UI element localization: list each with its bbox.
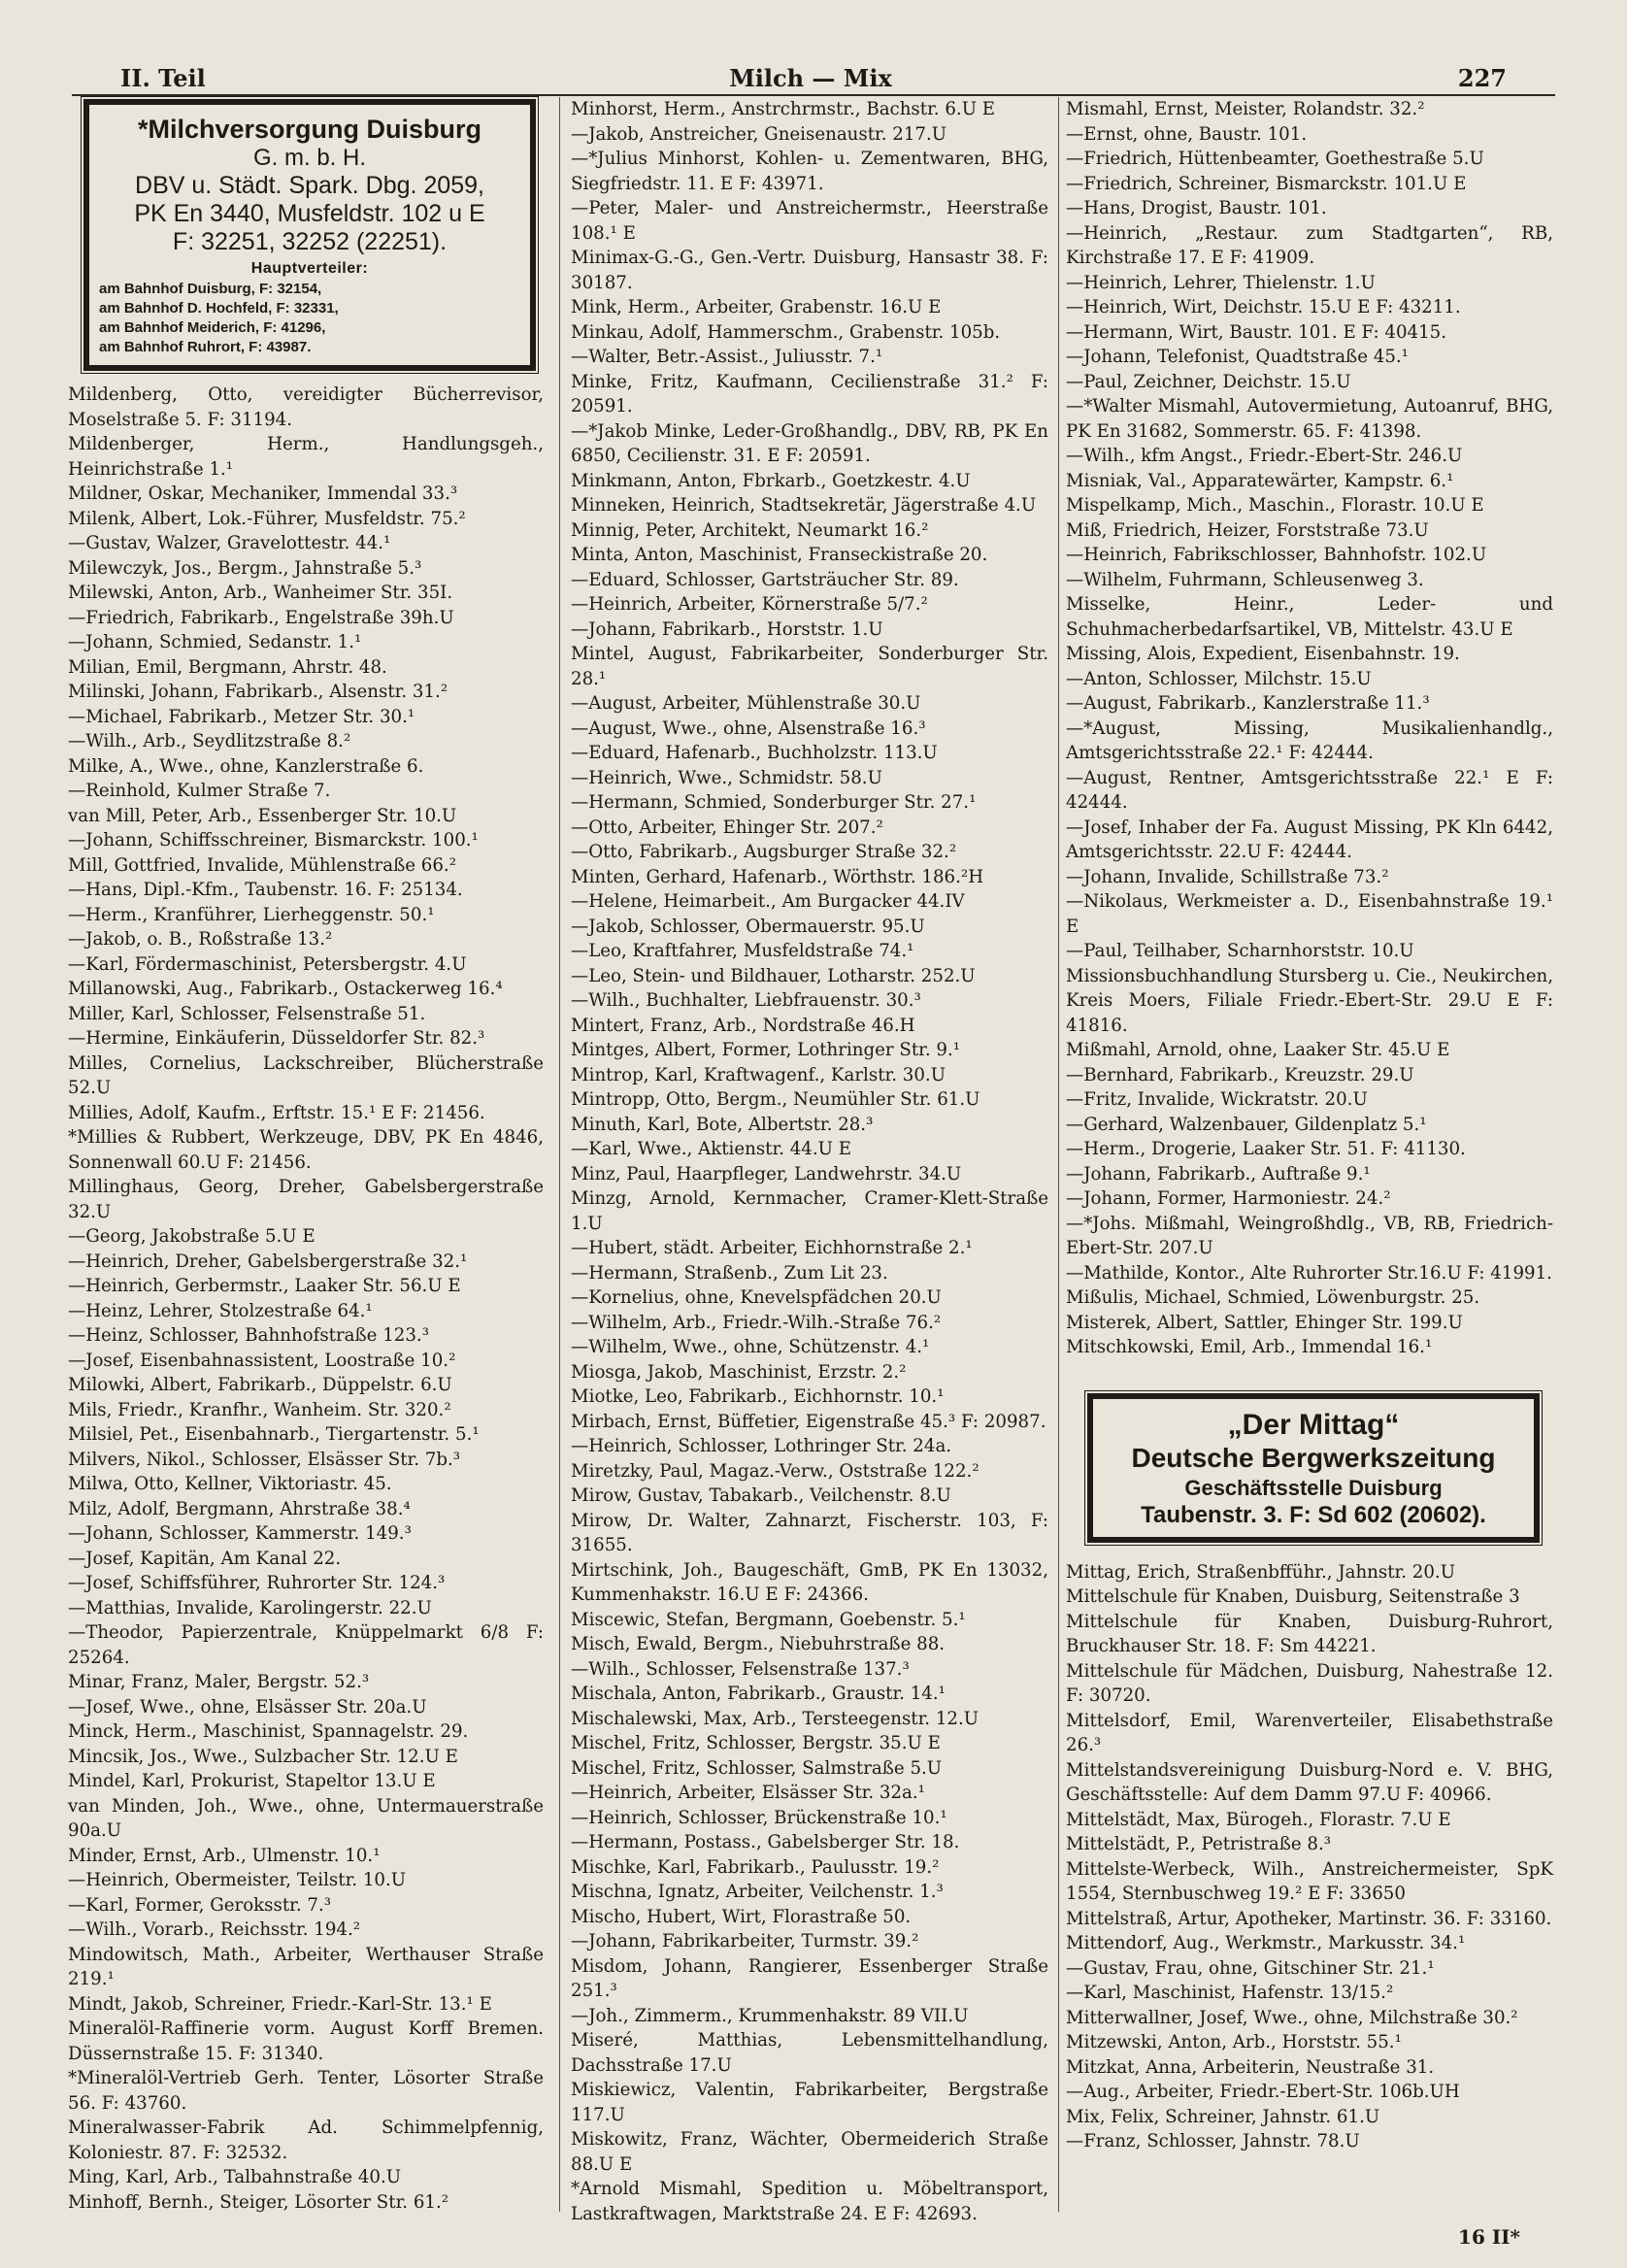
directory-entry: Mischel, Fritz, Schlosser, Salmstraße 5.U xyxy=(571,1757,943,1779)
directory-entry: —Heinrich, Wwe., Schmidstr. 58.U xyxy=(571,767,882,788)
directory-entry: Mittelste-Werbeck, Wilh., Anstreichermeister, SpK 1554, Sternbuschweg 19.² E F: 33650 xyxy=(1066,1858,1553,1904)
directory-entry: —Herm., Kranführer, Lierheggenstr. 50.¹ xyxy=(68,904,435,925)
directory-entry: —Helene, Heimarbeit., Am Burgacker 44.IV xyxy=(571,891,965,912)
directory-entry: Miretzky, Paul, Magaz.-Verw., Oststraße 122.² xyxy=(571,1460,980,1482)
directory-entry: —Josef, Eisenbahnassistent, Loostraße 10.² xyxy=(68,1350,456,1371)
directory-entry: —Leo, Stein- und Bildhauer, Lotharstr. 252.U xyxy=(571,965,976,986)
directory-entry: *Mineralöl-Vertrieb Gerh. Tenter, Lösorter Straße 56. F: 43760. xyxy=(68,2068,544,2114)
directory-entry: Mirtschink, Joh., Baugeschäft, GmB, PK En 13032, Kummenhakstr. 16.U E F: 24366. xyxy=(571,1559,1048,1605)
directory-entry: Minuth, Karl, Bote, Albertstr. 28.³ xyxy=(571,1114,874,1135)
entry-list xyxy=(571,97,1048,2226)
directory-entry: Mill, Gottfried, Invalide, Mühlenstraße 66.² xyxy=(68,854,456,876)
directory-entry: Miscewic, Stefan, Bergmann, Goebenstr. 5.¹ xyxy=(571,1609,966,1630)
directory-entry: —Hermann, Postass., Gabelsberger Str. 18. xyxy=(571,1832,960,1852)
directory-entry: Mispelkamp, Mich., Maschin., Florastr. 10.U E xyxy=(1066,495,1484,516)
directory-entry: —Wilhelm, Fuhrmann, Schleusenweg 3. xyxy=(1066,569,1424,590)
entry-list xyxy=(1066,97,1553,1360)
directory-entry: Milewczyk, Jos., Bergm., Jahnstraße 5.³ xyxy=(68,557,422,579)
directory-entry: —Karl, Maschinist, Hafenstr. 13/15.² xyxy=(1066,1983,1394,2003)
directory-entry: Miosga, Jakob, Maschinist, Erzstr. 2.² xyxy=(571,1361,907,1383)
directory-entry: Milz, Adolf, Bergmann, Ahrstraße 38.⁴ xyxy=(68,1498,411,1519)
directory-entry: —Jakob, Anstreicher, Gneisenaustr. 217.U xyxy=(571,123,947,145)
directory-entry: Mittag, Erich, Straßenbfführ., Jahnstr. 20.U xyxy=(1066,1561,1456,1583)
directory-entry: Mincsik, Jos., Wwe., Sulzbacher Str. 12.U E xyxy=(68,1746,458,1767)
directory-entry: —Franz, Schlosser, Jahnstr. 78.U xyxy=(1066,2131,1360,2151)
entry-list xyxy=(1066,1560,1553,2154)
ad-line: am Bahnhof Meiderich, F: 41296, xyxy=(99,319,326,336)
ad-line: am Bahnhof Ruhrort, F: 43987. xyxy=(99,339,312,355)
directory-entry: Mitzewski, Anton, Arb., Horststr. 55.¹ xyxy=(1066,2032,1402,2052)
ad-line: „Der Mittag“ xyxy=(1227,1408,1400,1441)
header-section: II. Teil xyxy=(120,64,206,92)
directory-entry: —Wilh., kfm Angst., Friedr.-Ebert-Str. 246.U xyxy=(1066,446,1463,466)
directory-entry: —Otto, Fabrikarb., Augsburger Straße 32.² xyxy=(571,842,957,862)
directory-entry: Mißulis, Michael, Schmied, Löwenburgstr. 25. xyxy=(1066,1287,1480,1308)
directory-entry: Minck, Herm., Maschinist, Spannagelstr. 29. xyxy=(68,1721,469,1742)
directory-entry: —Otto, Arbeiter, Ehinger Str. 207.² xyxy=(571,817,883,838)
directory-entry: —*Johs. Mißmahl, Weingroßhdlg., VB, RB, Friedrich-Ebert-Str. 207.U xyxy=(1066,1213,1553,1258)
directory-entry: —Michael, Fabrikarb., Metzer Str. 30.¹ xyxy=(68,706,415,727)
directory-entry: —Josef, Wwe., ohne, Elsässer Str. 20a.U xyxy=(68,1696,427,1718)
entry-list xyxy=(68,383,544,2215)
directory-entry: —Johann, Schmied, Sedanstr. 1.¹ xyxy=(68,632,362,652)
directory-entry: —Johann, Schiffsschreiner, Bismarckstr. 100.¹ xyxy=(68,830,479,850)
directory-entry: —Johann, Fabrikarbeiter, Turmstr. 39.² xyxy=(571,1931,919,1951)
directory-entry: Mittendorf, Aug., Werkmstr., Markusstr. 34.¹ xyxy=(1066,1933,1466,1953)
directory-entry: —August, Wwe., ohne, Alsenstraße 16.³ xyxy=(571,717,926,739)
directory-entry: —Fritz, Invalide, Wickratstr. 20.U xyxy=(1066,1089,1368,1110)
directory-entry: Minkau, Adolf, Hammerschm., Grabenstr. 105b. xyxy=(571,321,1001,343)
directory-entry: *Millies & Rubbert, Werkzeuge, DBV, PK En 4846, Sonnenwall 60.U F: 21456. xyxy=(68,1127,544,1173)
directory-entry: —Heinrich, Gerbermstr., Laaker Str. 56.U E xyxy=(68,1276,461,1296)
ad-der-mittag xyxy=(1087,1393,1540,1543)
directory-entry: —Heinrich, Arbeiter, Körnerstraße 5/7.² xyxy=(571,594,928,615)
ad-line: am Bahnhof D. Hochfeld, F: 32331, xyxy=(99,300,339,317)
directory-entry: —Hans, Drogist, Baustr. 101. xyxy=(1066,198,1327,218)
directory-entry: Milles, Cornelius, Lackschreiber, Blücherstraße 52.U xyxy=(68,1052,544,1098)
directory-entry: Mintges, Albert, Former, Lothringer Str. 9.¹ xyxy=(571,1040,961,1060)
directory-entry: Mindowitsch, Math., Arbeiter, Werthauser Straße 219.¹ xyxy=(68,1944,544,1989)
ad-line: G. m. b. H. xyxy=(252,145,366,171)
directory-entry: Mittelstädt, P., Petristraße 8.³ xyxy=(1066,1834,1332,1854)
directory-entry: —Johann, Telefonist, Quadtstraße 45.¹ xyxy=(1066,347,1409,367)
ad-line: Taubenstr. 3. F: Sd 602 (20602). xyxy=(1141,1501,1486,1528)
directory-entry: —*Jakob Minke, Leder-Großhandlg., DBV, RB, PK En 6850, Cecilienstr. 31. E F: 20591. xyxy=(571,420,1048,466)
ad-line: am Bahnhof Duisburg, F: 32154, xyxy=(99,281,322,297)
page-number: 227 xyxy=(1457,64,1507,92)
directory-entry: Missionsbuchhandlung Stursberg u. Cie., Neukirchen, Kreis Moers, Filiale Friedr.-Ebert-Str. 29.U E F: 41816. xyxy=(1066,965,1553,1036)
directory-entry: Mindel, Karl, Prokurist, Stapeltor 13.U E xyxy=(68,1771,436,1791)
ad-line: Geschäftsstelle Duisburg xyxy=(1184,1475,1443,1500)
directory-entry: Mineralöl-Raffinerie vorm. August Korff Bremen. Düssernstraße 15. F: 31340. xyxy=(68,2018,544,2064)
directory-entry: —Heinrich, „Restaur. zum Stadtgarten“, RB, Kirchstraße 17. E F: 41909. xyxy=(1066,222,1553,268)
directory-entry: —Walter, Betr.-Assist., Juliusstr. 7.¹ xyxy=(571,347,883,367)
directory-entry: —August, Rentner, Amtsgerichtsstraße 22.¹ E F: 42444. xyxy=(1066,767,1553,813)
directory-entry: Mittelschule für Knaben, Duisburg-Ruhrort, Bruckhauser Str. 18. F: Sm 44221. xyxy=(1066,1611,1553,1656)
directory-entry: Mischalewski, Max, Arb., Tersteegenstr. 12.U xyxy=(571,1708,980,1729)
directory-entry: Minimax-G.-G., Gen.-Vertr. Duisburg, Hansastr 38. F: 30187. xyxy=(571,248,1048,293)
directory-entry: Milke, A., Wwe., ohne, Kanzlerstraße 6. xyxy=(68,755,424,777)
directory-entry: Mitterwallner, Josef, Wwe., ohne, Milchstraße 30.² xyxy=(1066,2007,1518,2028)
directory-entry: —Hermine, Einkäuferin, Düsseldorfer Str. 82.³ xyxy=(68,1028,485,1049)
directory-entry: —Wilhelm, Arb., Friedr.-Wilh.-Straße 76.² xyxy=(571,1312,942,1333)
directory-entry: Mitschkowski, Emil, Arb., Immendal 16.¹ xyxy=(1066,1337,1433,1357)
directory-entry: —Heinz, Schlosser, Bahnhofstraße 123.³ xyxy=(68,1325,429,1346)
directory-entry: Miseré, Matthias, Lebensmittelhandlung, Dachsstraße 17.U xyxy=(571,2030,1048,2076)
directory-entry: Misniak, Val., Apparatewärter, Kampstr. 6.¹ xyxy=(1066,470,1454,491)
directory-entry: —*Julius Minhorst, Kohlen- u. Zementwaren, BHG, Siegfriedstr. 11. E F: 43971. xyxy=(571,149,1048,194)
directory-entry: —Friedrich, Schreiner, Bismarckstr. 101.U E xyxy=(1066,173,1467,194)
directory-entry: —*August, Missing, Musikalienhandlg., Amtsgerichtsstraße 22.¹ F: 42444. xyxy=(1066,717,1553,763)
directory-entry: Miskowitz, Franz, Wächter, Obermeiderich Straße 88.U E xyxy=(571,2129,1048,2175)
directory-entry: —Heinrich, Schlosser, Lothringer Str. 24a. xyxy=(571,1436,952,1456)
directory-entry: Milvers, Nikol., Schlosser, Elsässer Str. 7b.³ xyxy=(68,1449,461,1470)
directory-entry: —Josef, Kapitän, Am Kanal 22. xyxy=(68,1548,342,1569)
column-1 xyxy=(68,97,544,2215)
directory-entry: Milwa, Otto, Kellner, Viktoriastr. 45. xyxy=(68,1474,392,1494)
directory-entry: —Gustav, Walzer, Gravelottestr. 44.¹ xyxy=(68,533,391,553)
directory-entry: —Wilh., Schlosser, Felsenstraße 137.³ xyxy=(571,1658,910,1680)
directory-entry: —Heinrich, Schlosser, Brückenstraße 10.¹ xyxy=(571,1807,947,1828)
header-range: Milch — Mix xyxy=(729,64,892,92)
directory-entry: —Heinrich, Obermeister, Teilstr. 10.U xyxy=(68,1870,407,1890)
ad-line: *Milchversorgung Duisburg xyxy=(137,115,482,144)
directory-entry: Mittelschule für Knaben, Duisburg, Seitenstraße 3 xyxy=(1066,1586,1520,1607)
directory-entry: —Heinrich, Dreher, Gabelsbergerstraße 32.¹ xyxy=(68,1251,468,1272)
directory-entry: —Karl, Fördermaschinist, Petersbergstr. 4.U xyxy=(68,953,467,975)
directory-entry: Mildenberger, Herm., Handlungsgeh., Heinrichstraße 1.¹ xyxy=(68,434,544,480)
directory-entry: Minz, Paul, Haarpfleger, Landwehrstr. 34.U xyxy=(571,1163,962,1184)
directory-entry: —Heinrich, Arbeiter, Elsässer Str. 32a.¹ xyxy=(571,1783,925,1803)
directory-entry: —Wilhelm, Wwe., ohne, Schützenstr. 4.¹ xyxy=(571,1337,930,1357)
directory-entry: Misterek, Albert, Sattler, Ehinger Str. 199.U xyxy=(1066,1312,1463,1333)
directory-entry: Minder, Ernst, Arb., Ulmenstr. 10.¹ xyxy=(68,1845,381,1866)
directory-entry: —Anton, Schlosser, Milchstr. 15.U xyxy=(1066,668,1372,689)
directory-entry: —Jakob, o. B., Roßstraße 13.² xyxy=(68,929,333,950)
directory-entry: Missing, Alois, Expedient, Eisenbahnstr. 19. xyxy=(1066,644,1460,664)
ad-line: Hauptverteiler: xyxy=(250,260,369,277)
directory-entry: —Jakob, Schlosser, Obermauerstr. 95.U xyxy=(571,916,925,937)
directory-entry: Millies, Adolf, Kaufm., Erftstr. 15.¹ E F: 21456. xyxy=(68,1102,485,1123)
directory-entry: Ming, Karl, Arb., Talbahnstraße 40.U xyxy=(68,2167,402,2187)
directory-entry: —Hermann, Straßenb., Zum Lit 23. xyxy=(571,1262,888,1284)
directory-entry: —August, Arbeiter, Mühlenstraße 30.U xyxy=(571,693,921,714)
directory-entry: —Wilh., Arb., Seydlitzstraße 8.² xyxy=(68,731,351,751)
directory-entry: Mirow, Gustav, Tabakarb., Veilchenstr. 8.U xyxy=(571,1485,951,1506)
directory-entry: —Hans, Dipl.-Kfm., Taubenstr. 16. F: 25134. xyxy=(68,880,463,900)
directory-entry: Milsiel, Pet., Eisenbahnarb., Tiergartenstr. 5.¹ xyxy=(68,1424,480,1445)
ad-line: PK En 3440, Musfeldstr. 102 u E xyxy=(134,200,485,227)
directory-entry: *Arnold Mismahl, Spedition u. Möbeltransport, Lastkraftwagen, Marktstraße 24. E F: 42693. xyxy=(571,2179,1048,2224)
directory-entry: Mix, Felix, Schreiner, Jahnstr. 61.U xyxy=(1066,2106,1380,2127)
directory-entry: —Hubert, städt. Arbeiter, Eichhornstraße 2.¹ xyxy=(571,1238,973,1258)
directory-entry: Milewski, Anton, Arb., Wanheimer Str. 35I. xyxy=(68,583,453,603)
directory-entry: Mindt, Jakob, Schreiner, Friedr.-Karl-Str. 13.¹ E xyxy=(68,1993,492,2015)
directory-entry: Mirbach, Ernst, Büffetier, Eigenstraße 45.³ F: 20987. xyxy=(571,1411,1046,1432)
directory-entry: —Wilh., Vorarb., Reichsstr. 194.² xyxy=(68,1919,361,1940)
directory-entry: Mintrop, Karl, Kraftwagenf., Karlstr. 30.U xyxy=(571,1064,946,1085)
directory-entry: —Friedrich, Hüttenbeamter, Goethestraße 5.U xyxy=(1066,149,1484,169)
directory-entry: Mildenberg, Otto, vereidigter Bücherrevisor, Moselstraße 5. F: 31194. xyxy=(68,384,544,430)
directory-entry: Mischna, Ignatz, Arbeiter, Veilchenstr. 1.³ xyxy=(571,1882,944,1902)
directory-entry: Millanowski, Aug., Fabrikarb., Ostackerweg 16.⁴ xyxy=(68,979,503,999)
directory-entry: —Aug., Arbeiter, Friedr.-Ebert-Str. 106b.UH xyxy=(1066,2082,1460,2102)
directory-entry: —Leo, Kraftfahrer, Musfeldstraße 74.¹ xyxy=(571,941,914,961)
directory-entry: Minar, Franz, Maler, Bergstr. 52.³ xyxy=(68,1672,370,1692)
directory-entry: Mischo, Hubert, Wirt, Florastraße 50. xyxy=(571,1906,912,1927)
directory-entry: —Eduard, Schlosser, Gartsträucher Str. 89. xyxy=(571,569,959,590)
directory-entry: Mischke, Karl, Fabrikarb., Paulusstr. 19.² xyxy=(571,1856,940,1878)
directory-entry: Minhorst, Herm., Anstrchrmstr., Bachstr. 6.U E xyxy=(571,99,996,119)
directory-entry: —Gerhard, Walzenbauer, Gildenplatz 5.¹ xyxy=(1066,1114,1427,1135)
directory-entry: —Heinrich, Wirt, Deichstr. 15.U E F: 43211. xyxy=(1066,297,1461,317)
directory-entry: Mink, Herm., Arbeiter, Grabenstr. 16.U E xyxy=(571,297,942,317)
running-header xyxy=(107,56,1514,97)
column-3 xyxy=(1066,97,1553,2154)
directory-entry: —Kornelius, ohne, Knevelspfädchen 20.U xyxy=(571,1287,942,1308)
directory-entry: Minhoff, Bernh., Steiger, Lösorter Str. 61.² xyxy=(68,2191,449,2213)
directory-entry: Millinghaus, Georg, Dreher, Gabelsbergerstraße 32.U xyxy=(68,1177,544,1222)
directory-entry: Milenk, Albert, Lok.-Führer, Musfeldstr. 75.² xyxy=(68,508,466,529)
directory-entry: —Karl, Wwe., Aktienstr. 44.U E xyxy=(571,1139,852,1159)
directory-entry: van Mill, Peter, Arb., Essenberger Str. 10.U xyxy=(68,805,457,826)
ad-line: F: 32251, 32252 (22251). xyxy=(172,228,448,255)
directory-entry: Mittelstraß, Artur, Apotheker, Martinstr. 36. F: 33160. xyxy=(1066,1908,1552,1929)
column-divider xyxy=(559,97,560,2212)
ad-line: DBV u. Städt. Spark. Dbg. 2059, xyxy=(135,172,484,199)
directory-entry: —Nikolaus, Werkmeister a. D., Eisenbahnstraße 19.¹ E xyxy=(1066,891,1553,937)
directory-entry: Mittelstandsvereinigung Duisburg-Nord e. V. BHG, Geschäftsstelle: Auf dem Damm 97.U F: 40966. xyxy=(1066,1759,1553,1805)
column-divider xyxy=(1058,97,1059,2212)
directory-entry: Mismahl, Ernst, Meister, Rolandstr. 32.² xyxy=(1066,99,1425,119)
directory-entry: Misselke, Heinr., Leder- und Schuhmacherbedarfsartikel, VB, Mittelstr. 43.U E xyxy=(1066,594,1553,640)
header-rule xyxy=(72,94,1555,96)
directory-entry: Mintert, Franz, Arb., Nordstraße 46.H xyxy=(571,1015,915,1036)
directory-entry: —Georg, Jakobstraße 5.U E xyxy=(68,1226,315,1247)
directory-entry: Minke, Fritz, Kaufmann, Cecilienstraße 31.² F: 20591. xyxy=(571,371,1048,417)
directory-entry: Mildner, Oskar, Mechaniker, Immendal 33.³ xyxy=(68,484,458,504)
directory-entry: —Hermann, Wirt, Baustr. 101. E F: 40415. xyxy=(1066,321,1447,343)
directory-entry: Minten, Gerhard, Hafenarb., Wörthstr. 186.²H xyxy=(571,866,984,887)
directory-entry: —Hermann, Schmied, Sonderburger Str. 27.¹ xyxy=(571,792,977,813)
directory-entry: Milowki, Albert, Fabrikarb., Düppelstr. 6.U xyxy=(68,1375,452,1395)
directory-entry: Minneken, Heinrich, Stadtsekretär, Jägerstraße 4.U xyxy=(571,495,1037,516)
footer-signature: 16 II* xyxy=(1458,2225,1520,2249)
directory-entry: Milinski, Johann, Fabrikarb., Alsenstr. 31.² xyxy=(68,682,448,702)
directory-entry: —Johann, Invalide, Schillstraße 73.² xyxy=(1066,866,1389,887)
directory-entry: —Josef, Inhaber der Fa. August Missing, PK Kln 6442, Amtsgerichtsstr. 22.U F: 42444. xyxy=(1066,817,1553,862)
directory-entry: —Eduard, Hafenarb., Buchholzstr. 113.U xyxy=(571,743,938,763)
directory-entry: —Friedrich, Fabrikarb., Engelstraße 39h.U xyxy=(68,607,454,628)
directory-entry: —Johann, Fabrikarb., Horststr. 1.U xyxy=(571,618,883,640)
directory-entry: —Mathilde, Kontor., Alte Ruhrorter Str.16.U F: 41991. xyxy=(1066,1262,1552,1284)
directory-entry: Mirow, Dr. Walter, Zahnarzt, Fischerstr. 103, F: 31655. xyxy=(571,1510,1048,1555)
ad-line: Deutsche Bergwerkszeitung xyxy=(1131,1442,1496,1473)
directory-entry: Mils, Friedr., Kranfhr., Wanheim. Str. 320.² xyxy=(68,1399,451,1420)
directory-entry: —Herm., Drogerie, Laaker Str. 51. F: 41130. xyxy=(1066,1139,1466,1159)
directory-entry: Mineralwasser-Fabrik Ad. Schimmelpfennig, Koloniestr. 87. F: 32532. xyxy=(68,2118,544,2163)
directory-entry: —Matthias, Invalide, Karolingerstr. 22.U xyxy=(68,1597,432,1618)
directory-entry: Mitzkat, Anna, Arbeiterin, Neustraße 31. xyxy=(1066,2056,1435,2078)
directory-entry: Mißmahl, Arnold, ohne, Laaker Str. 45.U E xyxy=(1066,1040,1450,1060)
column-2 xyxy=(571,97,1048,2226)
directory-entry: —Ernst, ohne, Baustr. 101. xyxy=(1066,123,1308,145)
directory-entry: —Josef, Schiffsführer, Ruhrorter Str. 124.³ xyxy=(68,1573,446,1593)
directory-entry: —Bernhard, Fabrikarb., Kreuzstr. 29.U xyxy=(1066,1064,1414,1085)
directory-entry: Milian, Emil, Bergmann, Ahrstr. 48. xyxy=(68,656,387,678)
directory-entry: —Heinrich, Lehrer, Thielenstr. 1.U xyxy=(1066,272,1376,293)
directory-entry: Minkmann, Anton, Fbrkarb., Goetzkestr. 4.U xyxy=(571,470,971,491)
directory-entry: Minzg, Arnold, Kernmacher, Cramer-Klett-Straße 1.U xyxy=(571,1188,1048,1234)
directory-entry: Mintropp, Otto, Bergm., Neumühler Str. 61.U xyxy=(571,1089,980,1110)
directory-entry: Miß, Friedrich, Heizer, Forststraße 73.U xyxy=(1066,519,1429,541)
directory-entry: —Paul, Teilhaber, Scharnhorststr. 10.U xyxy=(1066,941,1414,961)
directory-entry: —Joh., Zimmerm., Krummenhakstr. 89 VII.U xyxy=(571,2005,969,2026)
directory-entry: Miskiewicz, Valentin, Fabrikarbeiter, Bergstraße 117.U xyxy=(571,2080,1048,2125)
directory-entry: Miotke, Leo, Fabrikarb., Eichhornstr. 10.¹ xyxy=(571,1386,945,1407)
directory-entry: —Theodor, Papierzentrale, Knüppelmarkt 6/8 F: 25264. xyxy=(68,1622,544,1668)
directory-entry: —Heinrich, Fabrikschlosser, Bahnhofstr. 102.U xyxy=(1066,545,1487,565)
directory-entry: Minnig, Peter, Architekt, Neumarkt 16.² xyxy=(571,519,929,541)
directory-entry: —Reinhold, Kulmer Straße 7. xyxy=(68,781,331,801)
directory-entry: Misch, Ewald, Bergm., Niebuhrstraße 88. xyxy=(571,1634,946,1654)
directory-entry: —Gustav, Frau, ohne, Gitschiner Str. 21.¹ xyxy=(1066,1957,1435,1979)
directory-entry: —Paul, Zeichner, Deichstr. 15.U xyxy=(1066,371,1351,392)
directory-entry: Mittelsdorf, Emil, Warenverteiler, Elisabethstraße 26.³ xyxy=(1066,1710,1553,1755)
directory-entry: —Johann, Fabrikarb., Auftraße 9.¹ xyxy=(1066,1163,1371,1184)
directory-entry: —Wilh., Buchhalter, Liebfrauenstr. 30.³ xyxy=(571,990,921,1011)
directory-entry: Mintel, August, Fabrikarbeiter, Sonderburger Str. 28.¹ xyxy=(571,644,1048,689)
directory-entry: van Minden, Joh., Wwe., ohne, Untermauerstraße 90a.U xyxy=(68,1795,544,1841)
directory-entry: Misdom, Johann, Rangierer, Essenberger Straße 251.³ xyxy=(571,1955,1048,2001)
directory-entry: —Karl, Former, Geroksstr. 7.³ xyxy=(68,1894,332,1916)
directory-entry: Minta, Anton, Maschinist, Franseckistraße 20. xyxy=(571,545,988,565)
directory-entry: Mittelschule für Mädchen, Duisburg, Nahestraße 12. F: 30720. xyxy=(1066,1660,1553,1706)
directory-entry: —*Walter Mismahl, Autovermietung, Autoanruf, BHG, PK En 31682, Sommerstr. 65. F: 41398. xyxy=(1066,396,1553,442)
directory-entry: Miller, Karl, Schlosser, Felsenstraße 51. xyxy=(68,1003,426,1024)
directory-entry: —Heinz, Lehrer, Stolzestraße 64.¹ xyxy=(68,1300,373,1321)
directory-entry: Mischala, Anton, Fabrikarb., Graustr. 14.¹ xyxy=(571,1684,946,1704)
directory-entry: Mittelstädt, Max, Bürogeh., Florastr. 7.U E xyxy=(1066,1809,1451,1830)
directory-entry: Mischel, Fritz, Schlosser, Bergstr. 35.U E xyxy=(571,1733,941,1753)
directory-entry: —Johann, Former, Harmoniestr. 24.² xyxy=(1066,1188,1391,1209)
directory-entry: —Johann, Schlosser, Kammerstr. 149.³ xyxy=(68,1523,412,1544)
directory-entry: —Peter, Maler- und Anstreichermstr., Heerstraße 108.¹ E xyxy=(571,198,1048,244)
ad-milchversorgung xyxy=(83,99,536,371)
directory-entry: —August, Fabrikarb., Kanzlerstraße 11.³ xyxy=(1066,693,1430,714)
